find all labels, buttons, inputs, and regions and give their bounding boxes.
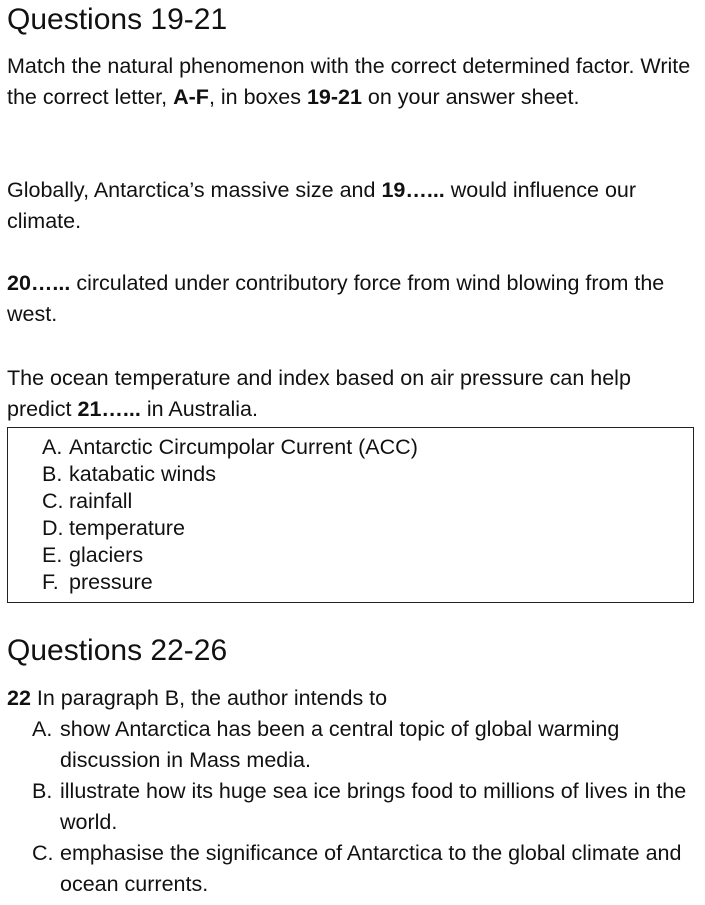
mcq-option-text: illustrate how its huge sea ice brings food to millions of lives in the world. (60, 779, 687, 834)
mcq-option-text: show Antarctica has been a central topic of global warming discussion in Mass media. (60, 717, 620, 772)
question-19-text-before: Globally, Antarctica’s massive size and (7, 178, 382, 202)
question-21-text-before: The ocean temperature and index based on air pressure can help predict (7, 366, 631, 421)
option-text: glaciers (69, 543, 144, 567)
mcq-option-letter: C. (32, 841, 54, 865)
instruction-text-1: Match the natural phenomenon with the correct determined factor. Write the correct letter, (7, 54, 691, 109)
question-19-blank: 19…... (381, 178, 445, 202)
mcq-option-letter: A. (32, 717, 53, 741)
question-22-stem-text: In paragraph B, the author intends to (30, 686, 388, 710)
option-text: rainfall (69, 489, 133, 513)
question-22-option-c (32, 838, 700, 900)
instruction-letter-range: A-F (173, 85, 209, 109)
option-d (42, 515, 185, 542)
mcq-option-letter: B. (32, 779, 53, 803)
options-box (7, 427, 694, 603)
question-22-option-a (32, 714, 700, 776)
instruction-text-2: , in boxes (208, 85, 307, 109)
question-19-text-after: would influence our climate. (7, 178, 637, 233)
instruction-text-3: on your answer sheet. (361, 85, 580, 109)
option-c (42, 488, 132, 515)
question-22-stem (7, 683, 387, 714)
section-heading-19-21: Questions 19-21 (7, 3, 228, 36)
option-e (42, 542, 143, 569)
question-20-blank: 20…... (7, 271, 71, 295)
option-text: temperature (69, 516, 185, 540)
question-21-blank: 21…... (77, 397, 141, 421)
instruction-paragraph (7, 51, 699, 113)
option-letter: A. (42, 435, 63, 459)
instruction-box-range: 19-21 (306, 85, 362, 109)
question-22-option-b (32, 776, 700, 838)
question-22-number: 22 (7, 686, 31, 710)
option-text: Antarctic Circumpolar Current (ACC) (69, 435, 418, 459)
option-f (42, 569, 153, 596)
option-a (42, 434, 418, 461)
option-text: katabatic winds (69, 462, 216, 486)
question-20 (7, 268, 699, 330)
mcq-option-text: emphasise the significance of Antarctica to the global climate and ocean currents. (60, 841, 682, 896)
question-21 (7, 363, 699, 425)
option-b (42, 461, 216, 488)
option-letter: E. (42, 543, 63, 567)
option-letter: D. (42, 516, 64, 540)
option-letter: B. (42, 462, 63, 486)
section-heading-22-26: Questions 22-26 (7, 634, 228, 667)
option-letter: F. (42, 570, 59, 594)
question-19 (7, 175, 699, 237)
option-text: pressure (69, 570, 153, 594)
question-21-text-after: in Australia. (140, 397, 258, 421)
question-20-text-after: circulated under contributory force from wind blowing from the west. (7, 271, 665, 326)
option-letter: C. (42, 489, 64, 513)
